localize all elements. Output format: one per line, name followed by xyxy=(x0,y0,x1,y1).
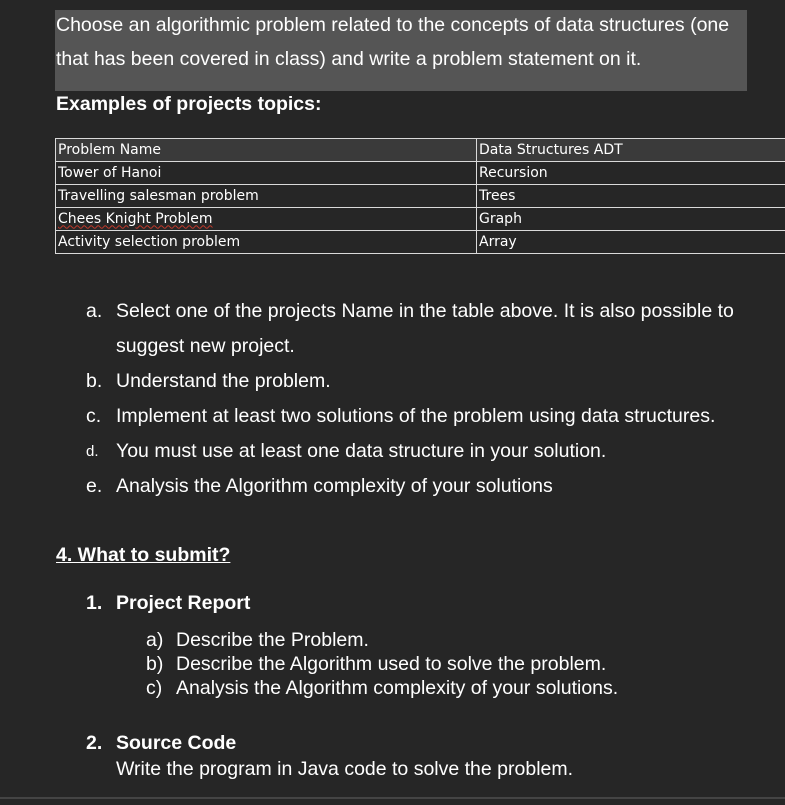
list-marker: d. xyxy=(86,443,99,460)
report-title-text: Project Report xyxy=(116,592,251,614)
table-header-row xyxy=(56,139,785,162)
problem-name-cell: Activity selection problem xyxy=(56,231,477,254)
project-report-heading xyxy=(86,589,250,617)
submit-heading: 4. What to submit? xyxy=(56,544,231,566)
list-marker: c. xyxy=(86,405,102,427)
report-items-list xyxy=(146,628,618,700)
adt-cell: Trees xyxy=(477,185,785,208)
source-code-number: 2. xyxy=(86,732,103,754)
list-marker: e. xyxy=(86,475,103,497)
intro-line-1: Choose an algorithmic problem related to the concepts of data structures (one xyxy=(56,14,730,36)
adt-cell: Graph xyxy=(477,208,785,231)
list-marker: b) xyxy=(146,653,164,675)
step-text: Analysis the Algorithm complexity of your solutions xyxy=(116,475,553,497)
problem-name-cell xyxy=(56,208,477,231)
step-line-2: suggest new project. xyxy=(116,335,295,357)
list-item xyxy=(86,399,776,434)
report-item-text: Describe the Algorithm used to solve the problem. xyxy=(176,653,607,675)
list-item xyxy=(86,434,776,469)
list-item xyxy=(146,628,618,652)
step-text: You must use at least one data structure in your solution. xyxy=(116,440,607,462)
page-divider xyxy=(0,797,785,799)
steps-list xyxy=(86,294,776,504)
list-item xyxy=(86,294,776,364)
examples-heading: Examples of projects topics: xyxy=(56,93,322,115)
source-code-title-text: Source Code xyxy=(116,732,237,754)
table-row xyxy=(56,185,785,208)
problem-name-cell: Tower of Hanoi xyxy=(56,162,477,185)
list-item xyxy=(86,469,776,504)
source-code-description: Write the program in Java code to solve the problem. xyxy=(116,758,574,780)
spellcheck-underlined-text: Chees Knight Problem xyxy=(58,210,213,227)
step-text: Implement at least two solutions of the problem using data structures. xyxy=(116,405,716,427)
list-item xyxy=(86,364,776,399)
list-marker: b. xyxy=(86,370,103,392)
source-code-heading xyxy=(86,729,236,757)
list-marker: a. xyxy=(86,300,103,322)
header-problem-name: Problem Name xyxy=(56,139,477,162)
list-item xyxy=(146,676,618,700)
table-row xyxy=(56,162,785,185)
list-marker: c) xyxy=(146,677,163,699)
list-marker: a) xyxy=(146,629,164,651)
report-item-text: Describe the Problem. xyxy=(176,629,369,651)
header-data-structures: Data Structures ADT xyxy=(477,139,785,162)
topics-table xyxy=(55,138,785,254)
step-line-1: Select one of the projects Name in the table above. It is also possible to xyxy=(116,300,734,322)
intro-paragraph xyxy=(56,8,756,76)
report-number: 1. xyxy=(86,592,103,614)
adt-cell: Recursion xyxy=(477,162,785,185)
problem-name-cell: Travelling salesman problem xyxy=(56,185,477,208)
intro-line-2: that has been covered in class) and write a problem statement on it. xyxy=(56,48,642,70)
table-row xyxy=(56,208,785,231)
report-item-text: Analysis the Algorithm complexity of your solutions. xyxy=(176,677,619,699)
adt-cell: Array xyxy=(477,231,785,254)
step-text: Understand the problem. xyxy=(116,370,331,392)
list-item xyxy=(146,652,618,676)
table-row xyxy=(56,231,785,254)
